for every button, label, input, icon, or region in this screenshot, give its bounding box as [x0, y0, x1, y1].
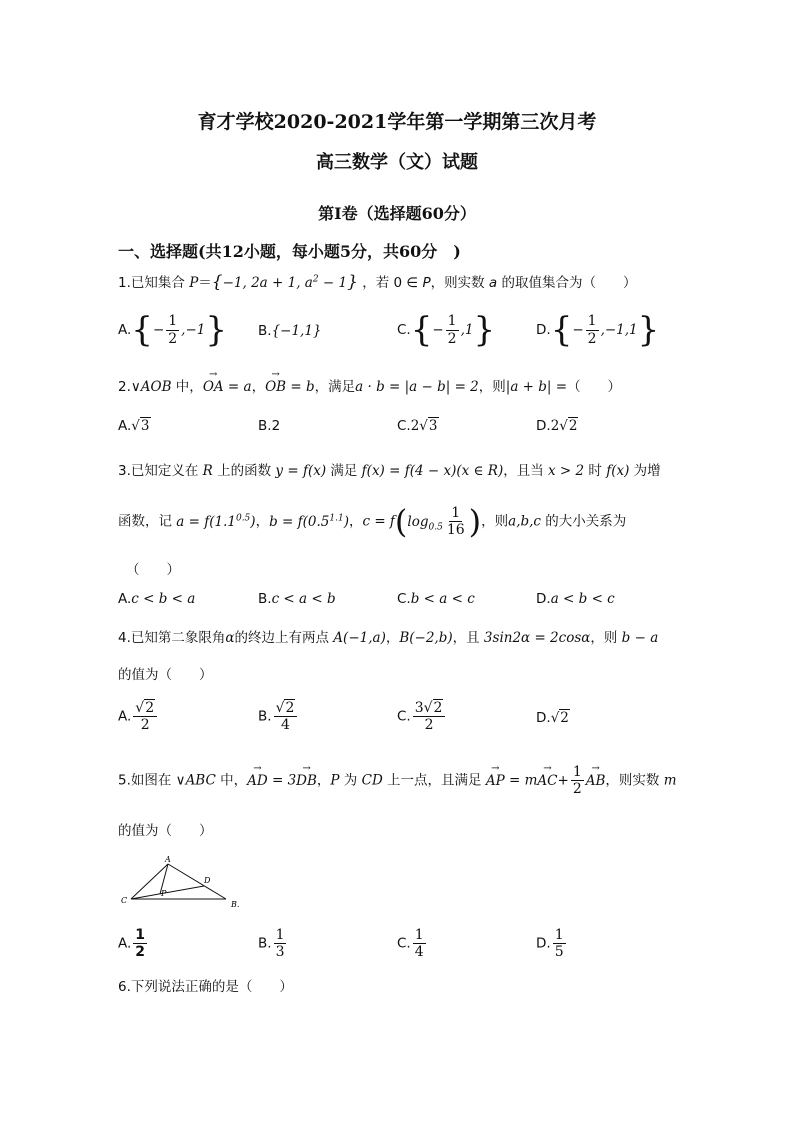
question-3-line-2: 函数，记 $a = f(1.1^{0.5})$，$b = f(0.5^{1.1})$，$c = f(\log_{0.5}$ $\frac{1}{16}$ )，则a,b,c 的大小关系为: [118, 502, 627, 541]
q5-option-b[interactable]: B. $\frac{1}{3}$: [258, 927, 285, 961]
q3-option-c[interactable]: C.b < a < c: [397, 591, 475, 607]
q4-option-c[interactable]: C. $\frac{3√2}{2}$: [397, 700, 447, 733]
q1-set: P＝{−1, 2a + 1, $a^2 - 1$}: [189, 272, 358, 292]
q4-option-d[interactable]: D.√2: [536, 710, 569, 726]
q1-option-d[interactable]: D.{− $\frac{1}{2}$ ,−1,1}: [536, 310, 660, 350]
fig-label-b: B.: [231, 900, 240, 909]
q1-option-b[interactable]: B.{−1,1}: [258, 323, 322, 339]
fig-label-d: D: [204, 876, 211, 885]
question-5-line-2: 的值为（ ）: [118, 823, 213, 839]
question-2: 2.∨AOB 中，→ OA = a，→ OB = b，满足a · b = |a − b| = 2，则|a + b| =（ ）: [118, 375, 621, 395]
q4-option-b[interactable]: B. $\frac{√2}{4}$: [258, 700, 299, 733]
question-5-line-1: 5.如图在 ∨ABC 中，→ AD = 3→ DB，P 为 CD 上一点，且满足 → AP = m→ AC+ $\frac{1}{2}$ → AB，则实数 m: [118, 764, 677, 797]
question-6: 6.下列说法正确的是（ ）: [118, 979, 293, 995]
exam-title: 育才学校2020-2021学年第一学期第三次月考: [197, 111, 597, 133]
q2-option-d[interactable]: D.2√2: [536, 418, 578, 434]
q5-option-d[interactable]: D. $\frac{1}{5}$: [536, 927, 564, 961]
question-1: [118, 271, 636, 292]
q3-option-d[interactable]: D.a < b < c: [536, 591, 615, 607]
q5-option-a[interactable]: A. $\frac{1}{2}$: [118, 927, 146, 961]
q4-option-a[interactable]: A. $\frac{√2}{2}$: [118, 700, 159, 733]
exam-subtitle: 高三数学（文）试题: [316, 152, 478, 173]
fig-label-p: P: [161, 889, 167, 898]
fig-label-a: A: [165, 855, 171, 864]
q1-option-c[interactable]: C.{− $\frac{1}{2}$ ,1}: [397, 310, 496, 350]
q1-option-a[interactable]: A.{− $\frac{1}{2}$ ,−1}: [118, 310, 228, 350]
q3-option-b[interactable]: B.c < a < b: [258, 591, 336, 607]
question-4-line-1: 4.已知第二象限角α的终边上有两点 A(−1,a)，B(−2,b)，且 3sin2α = 2cosα，则 b − a: [118, 630, 659, 646]
q1-middle: ，若 0 ∈ P，则实数 a 的取值集合为（ ）: [362, 275, 637, 291]
question-3-line-3: （ ）: [126, 562, 180, 578]
question-3-line-1: 3.已知定义在 R 上的函数 y = f(x) 满足 f(x) = f(4 − x)(x ∈ R)，且当 x > 2 时 f(x) 为增: [118, 463, 661, 479]
triangle-figure: [118, 852, 248, 912]
q3-option-a[interactable]: A.c < b < a: [118, 591, 196, 607]
question-4-line-2: 的值为（ ）: [118, 667, 213, 683]
q5-option-c[interactable]: C. $\frac{1}{4}$: [397, 927, 424, 961]
q2-option-b[interactable]: B.2: [258, 418, 281, 434]
fig-label-c: C: [121, 896, 128, 905]
q2-option-a[interactable]: A.√3: [118, 418, 150, 434]
part-heading: 第I卷（选择题60分）: [318, 204, 476, 223]
section-heading: 一、选择题(共12小题，每小题5分，共60分 ): [118, 242, 461, 261]
q2-option-c[interactable]: C.2√3: [397, 418, 438, 434]
q1-prefix: 1.已知集合: [118, 275, 185, 291]
